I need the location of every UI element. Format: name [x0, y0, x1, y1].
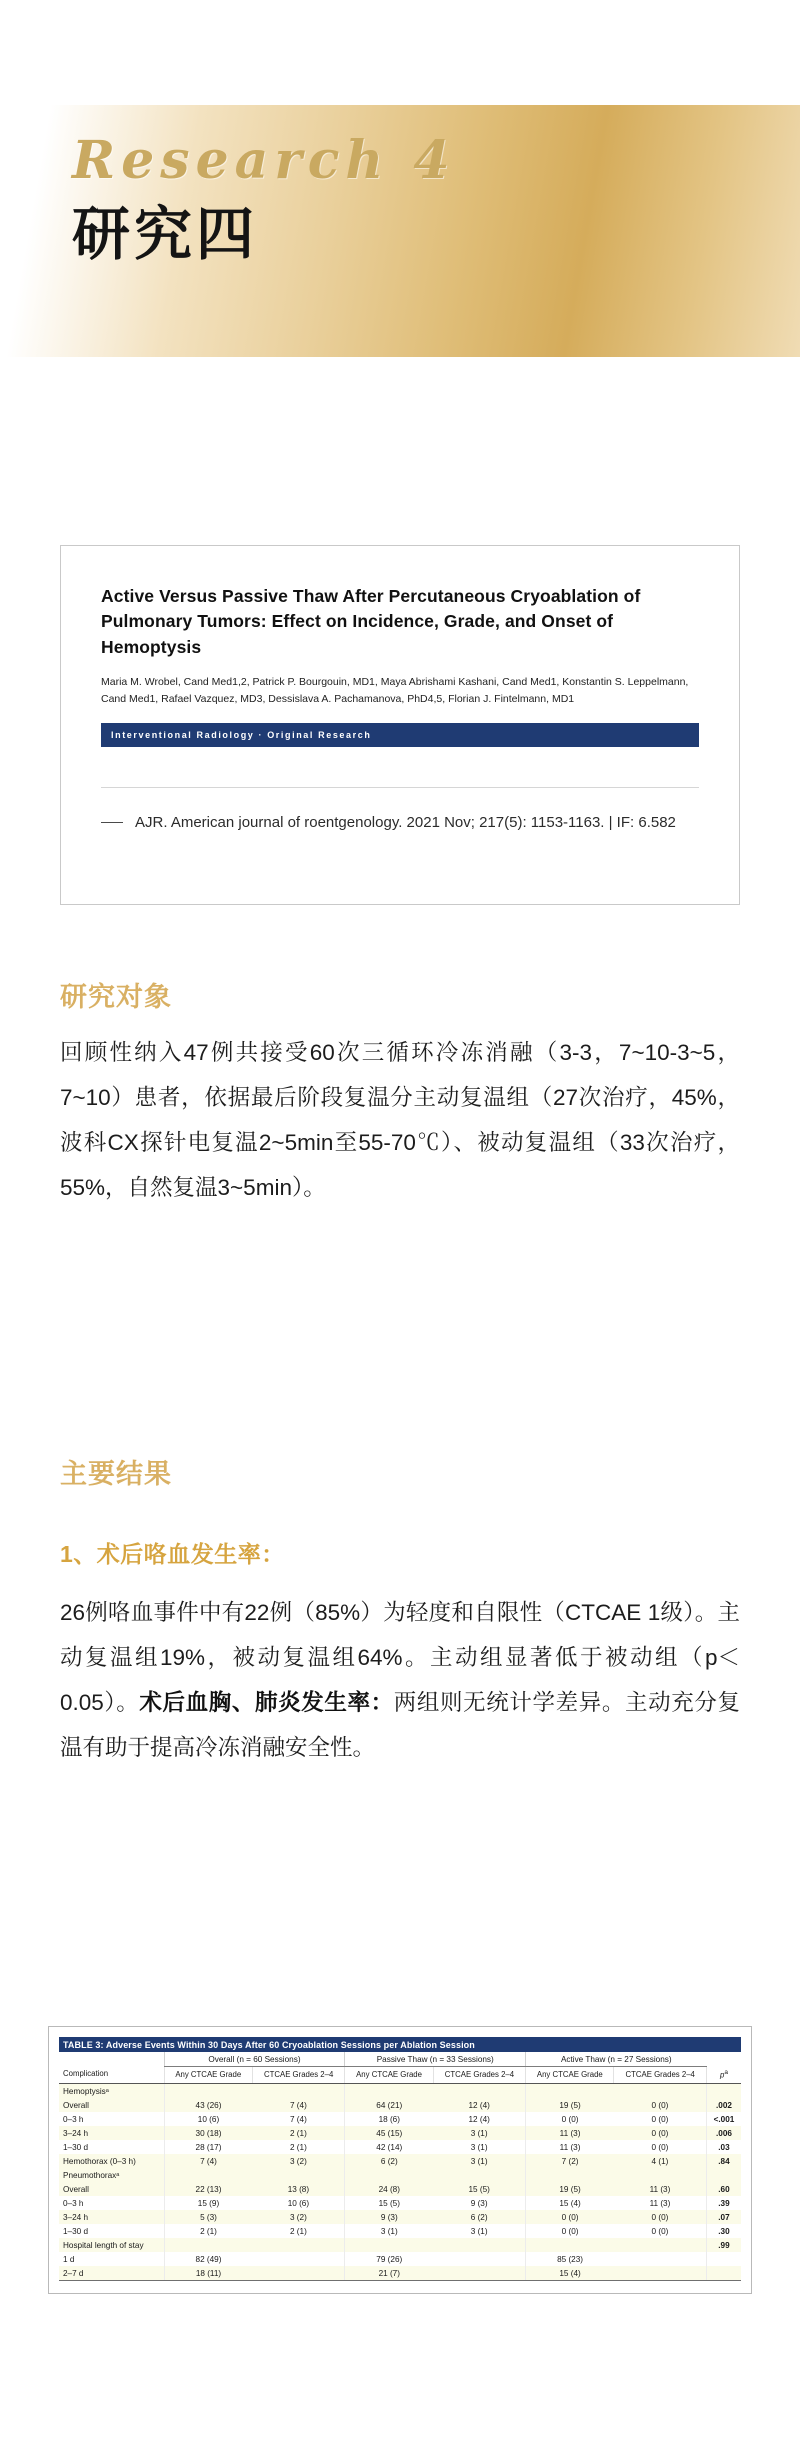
row-cell: 6 (2)	[433, 2210, 525, 2224]
row-cell: 11 (3)	[526, 2140, 614, 2154]
em-dash-icon	[101, 822, 123, 824]
adverse-events-table	[59, 2037, 741, 2281]
article-authors: Maria M. Wrobel, Cand Med1,2, Patrick P. Bourgouin, MD1, Maya Abrishami Kashani, Cand Med1, Konstantin S. Leppelmann, Cand Med1, Rafael Vazquez, MD3, Dessislava A. Pachamanova, PhD4,5, Florian J. Fintelmann, MD1	[101, 676, 689, 706]
row-cell: 10 (6)	[287, 2198, 310, 2208]
row-cell: 2 (1)	[289, 2142, 307, 2152]
banner-text-block	[72, 130, 456, 268]
row-label: Hemoptysisᵃ	[59, 2084, 164, 2099]
header-banner	[0, 105, 800, 357]
table-figure	[48, 2026, 752, 2294]
row-cell	[706, 2252, 741, 2266]
row-cell	[706, 2266, 741, 2281]
section-body-subjects: 回顾性纳入47例共接受60次三循环冷冻消融（3-3，7~10-3~5，7~10）患者，依据最后阶段复温分主动复温组（27次治疗，45%，波科CX探针电复温2~5min至55-70℃）、被动复温组（33次治疗，55%，自然复温3~5min）。	[60, 1040, 740, 1200]
row-label: Overall	[59, 2098, 164, 2112]
row-cell: 7 (4)	[289, 2114, 307, 2124]
table-row	[59, 2098, 741, 2112]
row-cell	[164, 2168, 252, 2182]
row-cell: 0 (0)	[614, 2210, 706, 2224]
row-cell: 0 (0)	[651, 2114, 669, 2124]
row-cell	[614, 2252, 706, 2266]
table-group-header-row	[59, 2052, 741, 2067]
journal-reference-text: AJR. American journal of roentgenology. 2021 Nov; 217(5): 1153-1163. | IF: 6.582	[135, 813, 676, 831]
row-label: 2–7 d	[59, 2266, 164, 2281]
row-cell	[164, 2084, 252, 2099]
section-body-results	[60, 1590, 740, 1770]
row-cell	[614, 2168, 706, 2182]
section-heading-subjects: 研究对象	[60, 982, 172, 1013]
row-cell: 15 (5)	[433, 2182, 525, 2196]
row-cell	[433, 2084, 525, 2099]
article-category-ribbon: Interventional Radiology · Original Research	[101, 723, 699, 747]
row-cell: .07	[706, 2210, 741, 2224]
row-cell: 11 (3)	[526, 2126, 614, 2140]
row-cell: 6 (2)	[345, 2154, 433, 2168]
row-cell: .99	[706, 2238, 741, 2252]
row-cell: 11 (3)	[649, 2198, 671, 2208]
row-cell	[433, 2238, 525, 2252]
row-cell	[526, 2238, 614, 2252]
row-cell	[706, 2168, 741, 2182]
row-cell	[706, 2084, 741, 2099]
table-row	[59, 2154, 741, 2168]
row-cell: 12 (4)	[433, 2098, 525, 2112]
table-row	[59, 2252, 741, 2266]
group-header-overall: Overall (n = 60 Sessions)	[164, 2052, 345, 2067]
row-cell	[164, 2238, 252, 2252]
row-cell	[345, 2084, 433, 2099]
row-cell: 0 (0)	[614, 2098, 706, 2112]
results-text-part1: 26例咯血事件中有22例（85%）为轻度和自限性（CTCAE 1级）。主动复温组19%，被动复温组64%。主动组显著低于被动组（p＜0.05）。	[60, 1600, 740, 1715]
group-header-passive: Passive Thaw (n = 33 Sessions)	[345, 2052, 526, 2067]
col-complication: Complication	[59, 2067, 164, 2084]
row-cell: 24 (8)	[345, 2182, 433, 2196]
row-cell: 3 (1)	[433, 2126, 525, 2140]
banner-chinese-title: 研究四	[72, 200, 259, 268]
row-cell: 10 (6)	[164, 2112, 252, 2126]
row-cell	[614, 2238, 706, 2252]
row-cell: 21 (7)	[345, 2266, 433, 2281]
table-body	[59, 2084, 741, 2281]
row-cell: 2 (1)	[164, 2224, 252, 2238]
row-cell: 18 (6)	[345, 2112, 433, 2126]
table-row	[59, 2224, 741, 2238]
journal-reference	[101, 810, 699, 836]
row-cell: 0 (0)	[651, 2142, 669, 2152]
row-label: 1–30 d	[63, 2142, 89, 2152]
group-header-blank	[59, 2052, 164, 2067]
row-cell	[252, 2266, 344, 2281]
table-subheader-row	[59, 2067, 741, 2084]
row-cell	[252, 2238, 344, 2252]
col-pvalue	[706, 2067, 741, 2084]
row-label: 3–24 h	[59, 2126, 164, 2140]
subsection-heading-hemoptysis: 1、术后咯血发生率：	[60, 1541, 285, 1567]
row-cell: 22 (13)	[164, 2182, 252, 2196]
table-caption-row	[59, 2037, 741, 2052]
row-cell: 85 (23)	[526, 2252, 614, 2266]
results-text-bold: 术后血胸、肺炎发生率：	[139, 1690, 394, 1715]
table-row	[59, 2140, 741, 2154]
row-cell	[433, 2168, 525, 2182]
row-label: 1 d	[63, 2254, 75, 2264]
row-cell: .002	[706, 2098, 741, 2112]
table-row	[59, 2238, 741, 2252]
row-cell: 15 (4)	[526, 2266, 614, 2281]
row-cell: .03	[706, 2140, 741, 2154]
row-cell: 19 (5)	[526, 2098, 614, 2112]
row-cell: 7 (4)	[164, 2154, 252, 2168]
row-cell: 7 (2)	[526, 2154, 614, 2168]
row-label: Hospital length of stay	[59, 2238, 164, 2252]
row-cell: .39	[706, 2196, 741, 2210]
row-cell: 7 (4)	[252, 2098, 344, 2112]
row-cell: 30 (18)	[164, 2126, 252, 2140]
row-cell: 9 (3)	[345, 2210, 433, 2224]
row-cell: 64 (21)	[345, 2098, 433, 2112]
row-cell: 11 (3)	[614, 2182, 706, 2196]
row-cell	[526, 2168, 614, 2182]
row-label: 3–24 h	[59, 2210, 164, 2224]
col-overall-any: Any CTCAE Grade	[164, 2067, 252, 2084]
banner-script-title: Research 4	[72, 130, 456, 191]
divider	[101, 787, 699, 788]
row-cell	[252, 2168, 344, 2182]
row-cell: 79 (26)	[345, 2252, 433, 2266]
row-cell: .60	[706, 2182, 741, 2196]
group-header-active: Active Thaw (n = 27 Sessions)	[526, 2052, 707, 2067]
row-cell: 3 (1)	[433, 2154, 525, 2168]
row-cell: 5 (3)	[164, 2210, 252, 2224]
col-pvalue-superscript: a	[724, 2069, 728, 2076]
row-cell: 2 (1)	[289, 2226, 307, 2236]
row-label: Pneumothoraxᵃ	[59, 2168, 164, 2182]
row-cell: 19 (5)	[526, 2182, 614, 2196]
row-cell: 3 (1)	[345, 2224, 433, 2238]
table-row	[59, 2196, 741, 2210]
table-row	[59, 2266, 741, 2281]
row-cell: .006	[706, 2126, 741, 2140]
row-cell: 3 (1)	[470, 2226, 488, 2236]
row-cell	[252, 2084, 344, 2099]
row-cell: 12 (4)	[468, 2114, 490, 2124]
table-row	[59, 2126, 741, 2140]
table-row	[59, 2168, 741, 2182]
row-cell	[614, 2084, 706, 2099]
row-cell: .84	[706, 2154, 741, 2168]
row-label: 0–3 h	[63, 2198, 84, 2208]
row-cell	[526, 2084, 614, 2099]
table-caption: TABLE 3: Adverse Events Within 30 Days After 60 Cryoablation Sessions per Ablation Session	[59, 2037, 741, 2052]
row-cell: 0 (0)	[526, 2112, 614, 2126]
row-cell: 15 (5)	[345, 2196, 433, 2210]
citation-card	[60, 545, 740, 905]
row-cell: 45 (15)	[345, 2126, 433, 2140]
row-cell: 0 (0)	[614, 2126, 706, 2140]
row-cell: 13 (8)	[252, 2182, 344, 2196]
row-cell	[433, 2252, 525, 2266]
row-cell: 42 (14)	[345, 2140, 433, 2154]
row-cell: 43 (26)	[164, 2098, 252, 2112]
row-cell: 0 (0)	[651, 2226, 669, 2236]
table-row	[59, 2210, 741, 2224]
col-overall-g24: CTCAE Grades 2–4	[252, 2067, 344, 2084]
row-label: Overall	[59, 2182, 164, 2196]
table-row	[59, 2084, 741, 2099]
row-label: 1–30 d	[63, 2226, 89, 2236]
row-cell	[614, 2266, 706, 2281]
row-cell: .30	[706, 2224, 741, 2238]
col-passive-g24: CTCAE Grades 2–4	[433, 2067, 525, 2084]
row-cell	[433, 2266, 525, 2281]
col-active-g24: CTCAE Grades 2–4	[614, 2067, 706, 2084]
section-heading-results: 主要结果	[60, 1459, 172, 1490]
row-cell: 0 (0)	[526, 2210, 614, 2224]
row-cell: 2 (1)	[252, 2126, 344, 2140]
row-cell: 0 (0)	[526, 2224, 614, 2238]
row-cell: 28 (17)	[164, 2140, 252, 2154]
table-row	[59, 2112, 741, 2126]
row-cell	[345, 2238, 433, 2252]
row-cell	[252, 2252, 344, 2266]
row-cell: 15 (4)	[526, 2196, 614, 2210]
row-label: 0–3 h	[63, 2114, 84, 2124]
group-header-p-blank	[706, 2052, 741, 2067]
row-cell: <.001	[706, 2112, 741, 2126]
table-row	[59, 2182, 741, 2196]
col-pvalue-letter: p	[719, 2070, 725, 2080]
col-passive-any: Any CTCAE Grade	[345, 2067, 433, 2084]
row-cell: 18 (11)	[164, 2266, 252, 2281]
row-cell: 3 (2)	[252, 2154, 344, 2168]
row-cell: 9 (3)	[470, 2198, 488, 2208]
row-cell: 82 (49)	[164, 2252, 252, 2266]
article-title: Active Versus Passive Thaw After Percutaneous Cryoablation of Pulmonary Tumors: Effect on Incidence, Grade, and Onset of Hemoptysis	[101, 586, 641, 657]
results-text-part2: 两组则无统计学差异。主动充分复温有助于提高冷冻消融安全性。	[60, 1690, 740, 1760]
row-cell: 15 (9)	[164, 2196, 252, 2210]
row-cell: 4 (1)	[614, 2154, 706, 2168]
row-cell: 3 (2)	[252, 2210, 344, 2224]
row-cell	[345, 2168, 433, 2182]
row-cell: 3 (1)	[470, 2142, 488, 2152]
col-active-any: Any CTCAE Grade	[526, 2067, 614, 2084]
row-label: Hemothorax (0–3 h)	[59, 2154, 164, 2168]
